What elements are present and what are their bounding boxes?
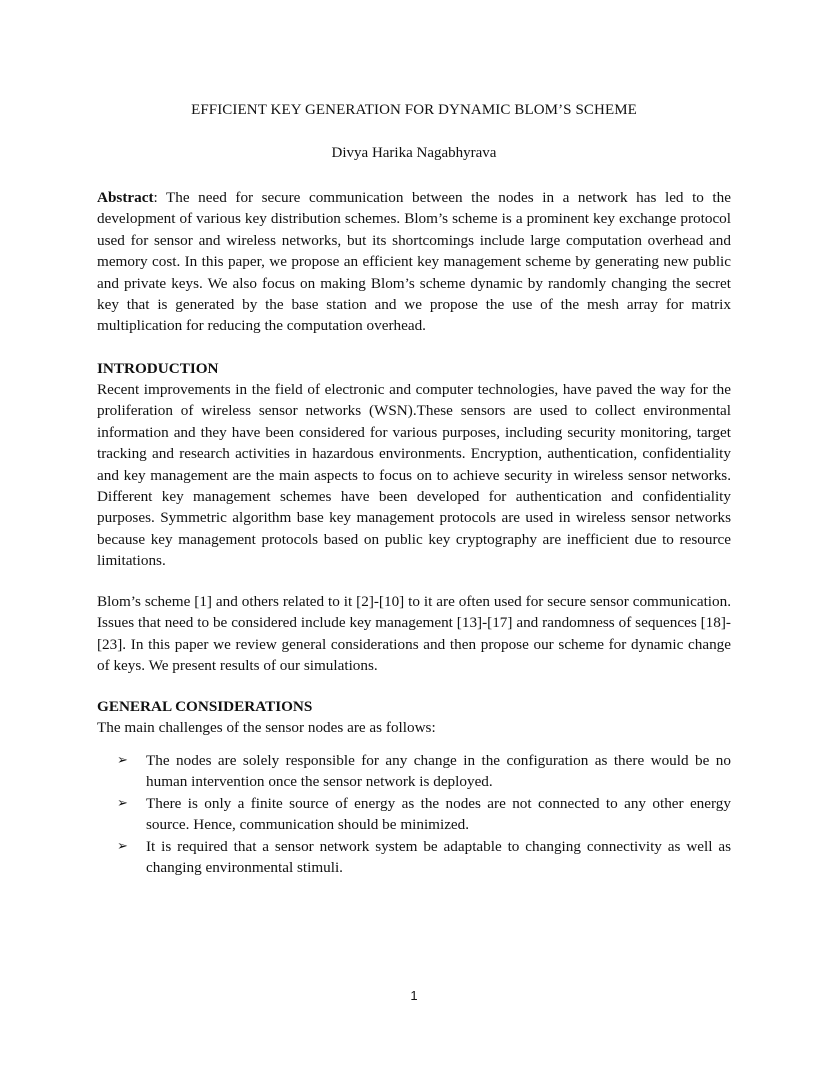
- introduction-paragraph-1: Recent improvements in the field of electronic and computer technologies, have paved the way for the proliferation of wireless sensor networks (WSN).These sensors are used to collect environmental information and they have been considered for various purposes, including security monitoring, target tracking and research activities in hazardous environments. Encryption, authentication, confidentiality and key management are the main aspects to focus on to achieve security in wireless sensor networks. Different key management schemes have been developed for authentication and confidentiality purposes. Symmetric algorithm base key management protocols are used in wireless sensor networks because key management protocols based on public key cryptography are inefficient due to resource limitations.: [97, 381, 731, 570]
- list-item: [117, 836, 731, 879]
- list-item: [117, 750, 731, 793]
- list-item-text: The nodes are solely responsible for any change in the configuration as there would be no human intervention once the sensor network is deployed.: [146, 752, 731, 791]
- paper-title: EFFICIENT KEY GENERATION FOR DYNAMIC BLOM’S SCHEME: [191, 102, 637, 118]
- arrow-bullet-icon: ➢: [117, 753, 128, 768]
- page-number: 1: [410, 988, 418, 1003]
- introduction-heading: INTRODUCTION: [97, 360, 219, 377]
- abstract-text: : The need for secure communication between the nodes in a network has led to the development of various key distribution schemes. Blom’s scheme is a prominent key exchange protocol used for sensor and wireless networks, but its shortcomings include large computation overhead and memory cost. In this paper, we propose an efficient key management scheme by generating new public and private keys. We also focus on making Blom’s scheme dynamic by randomly changing the secret key that is generated by the base station and we propose the use of the mesh array for matrix multiplication for reducing the computation overhead.: [97, 189, 731, 335]
- general-considerations-intro: The main challenges of the sensor nodes are as follows:: [97, 719, 436, 736]
- author-name: Divya Harika Nagabhyrava: [331, 145, 497, 161]
- abstract-paragraph: [97, 187, 731, 337]
- arrow-bullet-icon: ➢: [117, 795, 128, 811]
- arrow-bullet-icon: ➢: [117, 838, 128, 854]
- abstract-label: Abstract: [97, 189, 154, 206]
- general-considerations-heading: GENERAL CONSIDERATIONS: [97, 698, 313, 715]
- list-item: [117, 793, 731, 836]
- introduction-paragraph-2: Blom’s scheme [1] and others related to it [2]-[10] to it are often used for secure sensor communication. Issues that need to be considered include key management [13]-[17] and randomness of sequences [18]-[23]. In this paper we review general considerations and then propose our scheme for dynamic change of keys. We present results of our simulations.: [97, 593, 731, 675]
- list-item-text: It is required that a sensor network system be adaptable to changing connectivity as well as changing environmental stimuli.: [146, 837, 731, 877]
- general-considerations-section: [97, 696, 731, 738]
- introduction-section: [97, 358, 731, 572]
- challenges-list: [117, 750, 731, 878]
- list-item-text: There is only a finite source of energy as the nodes are not connected to any other energy source. Hence, communication should be minimized.: [146, 794, 731, 834]
